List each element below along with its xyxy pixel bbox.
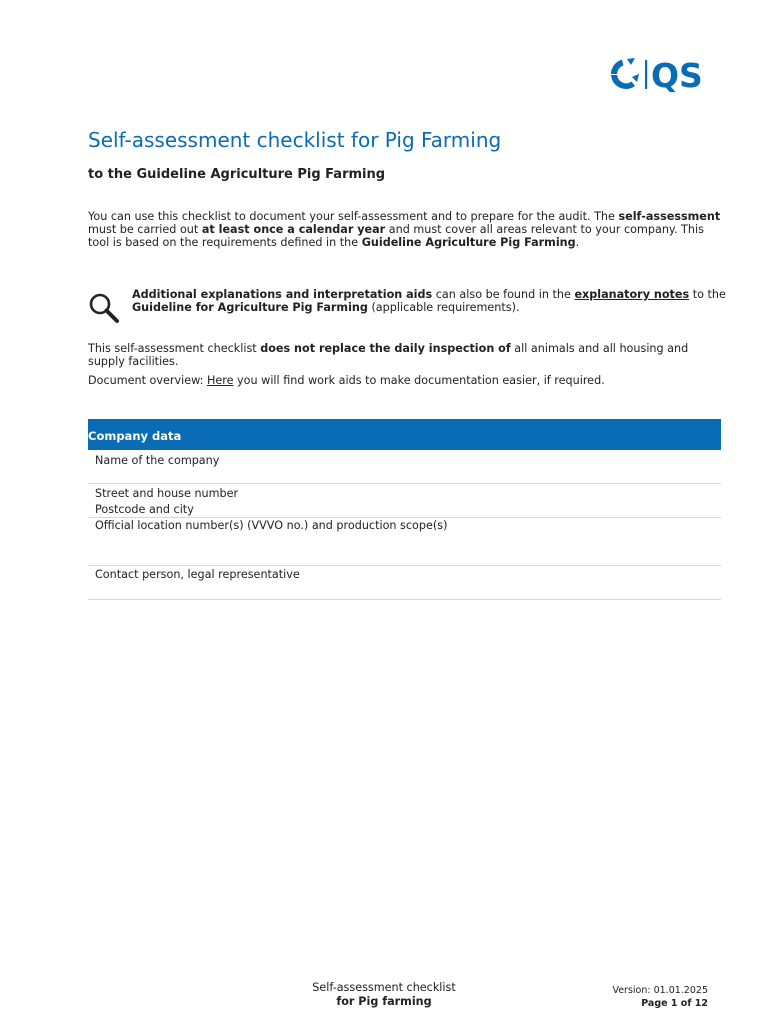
field-label: Street and house number — [95, 487, 239, 500]
page-number: Page 1 of 12 — [641, 998, 708, 1009]
explanatory-note — [88, 288, 728, 328]
version-label: Version: 01.01.2025 — [612, 985, 708, 996]
footer-title — [284, 981, 484, 1009]
contact-person-field[interactable] — [88, 566, 721, 600]
company-name-field[interactable] — [88, 450, 721, 484]
svg-text:QS: QS — [651, 56, 703, 92]
here-link[interactable]: Here — [206, 374, 234, 387]
field-label: Postcode and city — [95, 503, 194, 516]
footer-line-1: Self-assessment checklist — [312, 981, 456, 994]
note-text: Additional explanations and interpretation aids can also be found in the explanatory notes to the Guideline for Agriculture Pig Farming (applicable requirements). — [132, 288, 726, 314]
qs-logo — [608, 56, 718, 92]
intro-paragraph: You can use this checklist to document your self-assessment and to prepare for the audit. The self-assessment must be carried out at least once a calendar year and must cover all areas relevant to your company. This tool is based on the requirements defined in the Guideline Agriculture Pig Farming. — [88, 210, 721, 249]
location-number-field[interactable] — [88, 518, 721, 566]
company-data-table — [88, 419, 721, 600]
field-label: Contact person, legal representative — [95, 568, 300, 581]
footer-line-2: for Pig farming — [336, 995, 432, 1008]
page-subtitle: to the Guideline Agriculture Pig Farming — [88, 167, 386, 182]
company-address-field[interactable] — [88, 484, 721, 518]
page-title: Self-assessment checklist for Pig Farming — [88, 128, 502, 152]
overview-paragraph: Document overview: Here you will find work aids to make documentation easier, if required. — [88, 374, 605, 387]
footer-version-block — [560, 984, 708, 1010]
magnifier-icon — [88, 292, 122, 326]
company-data-heading: Company data — [88, 419, 721, 450]
inspection-paragraph: This self-assessment checklist does not replace the daily inspection of all animals and all housing and supply facilities. — [88, 342, 689, 368]
field-label: Official location number(s) (VVVO no.) and production scope(s) — [95, 519, 448, 532]
field-label: Name of the company — [95, 454, 220, 467]
explanatory-notes-link[interactable]: explanatory notes — [574, 288, 690, 301]
